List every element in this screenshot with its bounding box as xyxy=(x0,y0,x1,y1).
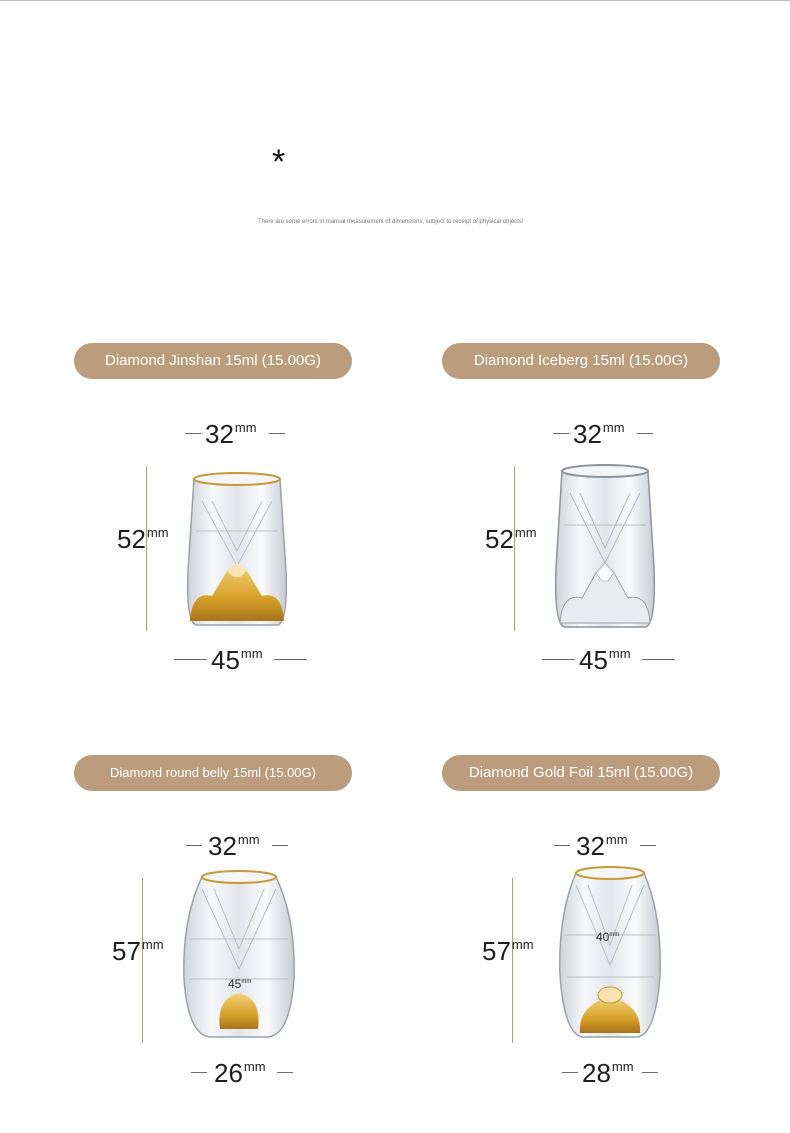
gold-foil-shot-glass-image xyxy=(558,865,662,1041)
dimension-dash xyxy=(272,845,288,846)
base-diameter-label: $26^{mm}$ xyxy=(214,1058,266,1088)
inner-diameter-label: $40^{mm}$ xyxy=(596,930,620,944)
dimension-dash xyxy=(269,433,285,434)
top-border-line xyxy=(0,0,790,1)
dimension-dash xyxy=(185,433,201,434)
dimension-dash xyxy=(562,1072,578,1073)
dimension-dash xyxy=(186,845,202,846)
product-card-round-belly xyxy=(74,755,404,1115)
top-diameter-label: $32^{mm}$ xyxy=(576,831,628,861)
product-name-pill: Diamond round belly 15ml (15.00G) xyxy=(74,755,352,791)
top-diameter-label: $32^{mm}$ xyxy=(208,831,260,861)
dimension-dash xyxy=(642,1072,658,1073)
base-diameter-label: $45^{mm}$ xyxy=(579,645,631,675)
product-card-iceberg xyxy=(442,343,772,703)
inner-diameter-label: $45^{mm}$ xyxy=(228,977,252,991)
product-name-pill: Diamond Jinshan 15ml (15.00G) xyxy=(74,343,352,379)
dimension-dash xyxy=(642,659,675,660)
height-label: $57^{mm}$ xyxy=(482,936,534,966)
iceberg-shot-glass-image xyxy=(550,463,660,631)
height-label: $57^{mm}$ xyxy=(112,936,164,966)
dimension-dash xyxy=(554,845,570,846)
measurement-note: There are some errors in manual measurement of dimensions, subject to receipt of physical objects! xyxy=(258,219,524,225)
top-diameter-label: $32^{mm}$ xyxy=(205,419,257,449)
product-name-pill: Diamond Iceberg 15ml (15.00G) xyxy=(442,343,720,379)
jinshan-shot-glass-image xyxy=(182,471,292,631)
product-card-jinshan xyxy=(74,343,404,703)
height-label: $52^{mm}$ xyxy=(485,524,537,554)
dimension-dash xyxy=(174,659,207,660)
dimension-dash xyxy=(640,845,656,846)
dimension-dash xyxy=(637,433,653,434)
base-diameter-label: $45^{mm}$ xyxy=(211,645,263,675)
product-name-pill: Diamond Gold Foil 15ml (15.00G) xyxy=(442,755,720,791)
top-diameter-label: $32^{mm}$ xyxy=(573,419,625,449)
dimension-dash xyxy=(274,659,307,660)
dimension-dash xyxy=(553,433,569,434)
dimension-dash xyxy=(277,1072,293,1073)
dimension-dash xyxy=(542,659,575,660)
dimension-dash xyxy=(191,1072,207,1073)
round-belly-shot-glass-image xyxy=(180,869,298,1041)
base-diameter-label: $28^{mm}$ xyxy=(582,1058,634,1088)
product-card-gold-foil xyxy=(442,755,772,1115)
asterisk-mark: * xyxy=(272,143,286,181)
height-label: $52^{mm}$ xyxy=(117,524,169,554)
